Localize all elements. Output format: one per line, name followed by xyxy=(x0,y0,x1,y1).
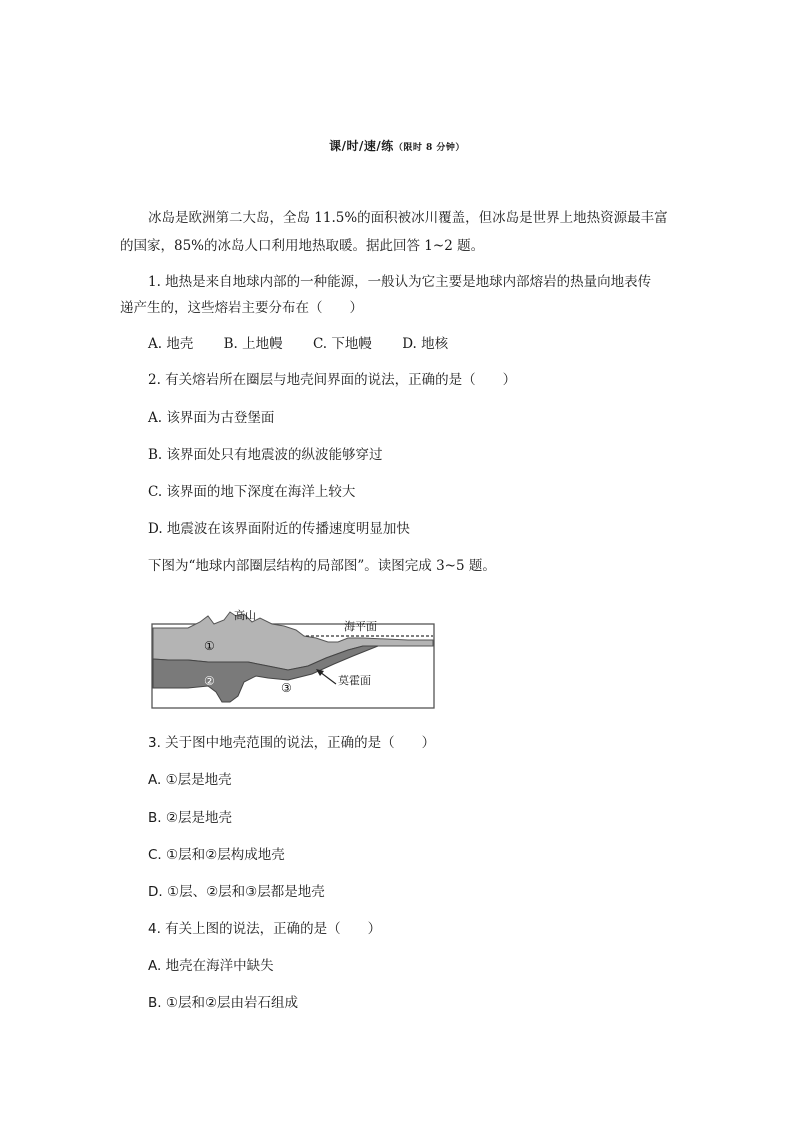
moho-label: 莫霍面 xyxy=(338,674,371,687)
q3-stem: 3. 关于图中地壳范围的说法，正确的是（ ） xyxy=(148,735,436,751)
q3-option-d[interactable]: D. ①层、②层和③层都是地壳 xyxy=(148,884,325,900)
q1-option-c[interactable]: C. 下地幔 xyxy=(312,336,372,352)
q2-option-b[interactable]: B. 该界面处只有地震波的纵波能够穿过 xyxy=(148,447,383,463)
layer-1-label: ① xyxy=(204,639,215,653)
q2-stem: 2. 有关熔岩所在圈层与地壳间界面的说法，正确的是（ ） xyxy=(148,372,517,388)
title-text: 课/时/速/练 xyxy=(329,139,394,153)
q4-stem: 4. 有关上图的说法，正确的是（ ） xyxy=(148,921,382,937)
q3-option-a[interactable]: A. ①层是地壳 xyxy=(148,772,232,788)
figure-intro: 下图为“地球内部圈层结构的局部图”。读图完成 3~5 题。 xyxy=(148,558,496,574)
q3-option-b[interactable]: B. ②层是地壳 xyxy=(148,810,232,826)
sea-level-label: 海平面 xyxy=(344,620,377,633)
title-subtitle: （限时 8 分钟） xyxy=(393,143,465,153)
earth-interior-figure xyxy=(148,604,438,710)
layer-2-label: ② xyxy=(204,674,215,688)
q4-option-b[interactable]: B. ①层和②层由岩石组成 xyxy=(148,995,299,1011)
layer-3-label: ③ xyxy=(281,681,292,695)
q2-option-d[interactable]: D. 地震波在该界面附近的传播速度明显加快 xyxy=(148,521,410,537)
mountain-label: 高山 xyxy=(234,609,256,622)
intro-line-2: 的国家，85%的冰岛人口利用地热取暖。据此回答 1~2 题。 xyxy=(120,238,485,254)
intro-line-1: 冰岛是欧洲第二大岛，全岛 11.5%的面积被冰川覆盖，但冰岛是世界上地热资源最丰富 xyxy=(148,210,668,226)
q2-option-a[interactable]: A. 该界面为古登堡面 xyxy=(148,410,275,426)
q1-stem-line-2: 递产生的，这些熔岩主要分布在（ ） xyxy=(120,300,363,316)
q3-option-c[interactable]: C. ①层和②层构成地壳 xyxy=(148,847,285,863)
q4-option-a[interactable]: A. 地壳在海洋中缺失 xyxy=(148,958,274,974)
q1-option-a[interactable]: A. 地壳 xyxy=(148,336,194,352)
q1-option-d[interactable]: D. 地核 xyxy=(402,336,449,352)
q2-option-c[interactable]: C. 该界面的地下深度在海洋上较大 xyxy=(148,484,356,500)
q1-option-b[interactable]: B. 上地幔 xyxy=(223,336,283,352)
q1-stem-line-1: 1. 地热是来自地球内部的一种能源，一般认为它主要是地球内部熔岩的热量向地表传 xyxy=(148,274,652,290)
q1-options xyxy=(148,334,474,354)
page-title xyxy=(0,137,794,154)
